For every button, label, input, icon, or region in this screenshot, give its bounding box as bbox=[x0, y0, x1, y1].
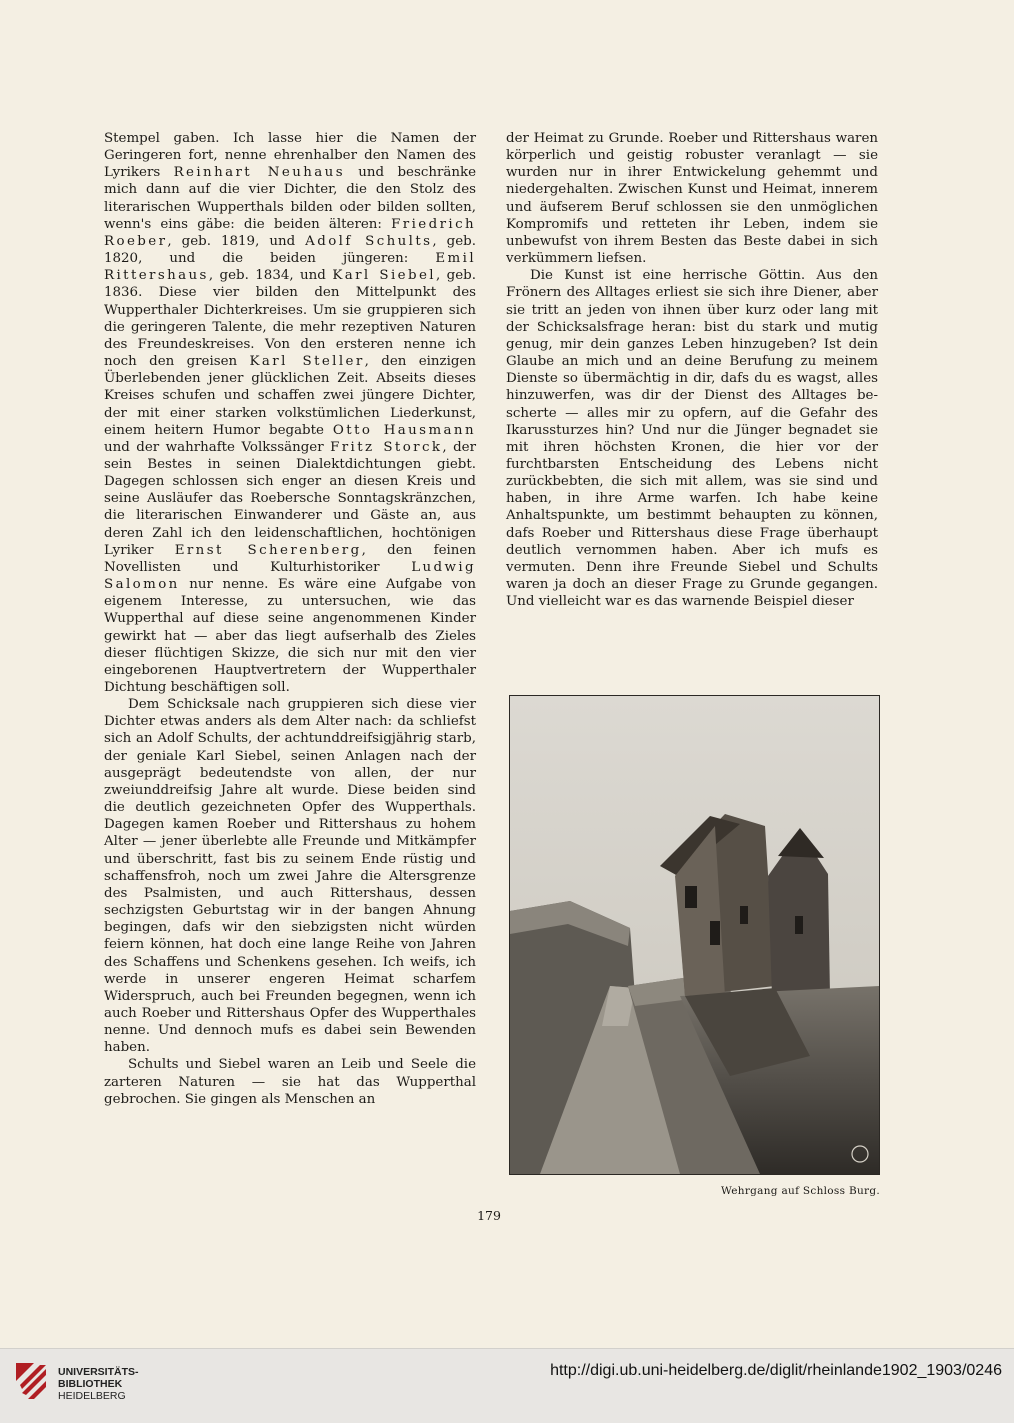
page-number: 179 bbox=[477, 1208, 501, 1223]
paragraph: Die Kunst ist eine herrische Göttin. Aus den Frönern des Alltages erliest sie sich ihre Diener, aber sie tritt an jeden von ihnen über kurz oder lang mit der Schicksalsfrage heran: bist du stark und mutig genug, mir dein ganzes Leben hinzugeben? Ist dein Glaube an mich und an deine Berufung zu meinem Dienste so übermächtig in dir, dafs du es wagst, alles hinzuwerfen, was dir der Dienst des Alltages bescherte — alles mir zu opfern, auf die Gefahr des Ikarussturzes hin? Und nur die Jünger begnadet sie mit ihren höchsten Kronen, die hier vor der furchtbarsten Entscheidung des Lebens nicht zurückbebten, die sich mit allem, was sie sind und haben, in ihre Arme warfen. Ich habe keine Anhaltspunkte, um bestimmt behaupten zu können, dafs Roeber und Rittershaus diese Frage überhaupt deutlich vernommen haben. Aber ich mufs es vermuten. Denn ihre Freunde Siebel und Schults waren ja doch an dieser Frage zu Grunde gegangen. Und vielleicht war es das warnende Beispiel dieser bbox=[506, 268, 878, 610]
text-run: , den einzigen Überlebenden jener glücklichen Zeit. Abseits dieses Kreises schufen und schaffen zwei jüngere Dichter, der mit einer starken volkstümlichen Liederkunst, einem heitern Humor begabte bbox=[104, 354, 476, 438]
spaced-name: Ludwig Salomon bbox=[104, 559, 476, 593]
spaced-name: Otto Hausmann bbox=[332, 422, 476, 438]
source-url-link[interactable]: http://digi.ub.uni-heidelberg.de/diglit/rheinlande1902_1903/0246 bbox=[550, 1362, 1002, 1379]
photo-illustration bbox=[510, 696, 879, 1174]
text-run: , den feinen Novellisten und Kulturhistoriker bbox=[104, 542, 476, 575]
text-run: , der sein Bestes in seinen Dialektdichtungen giebt. Dagegen schlossen sich enger an diesen Kreis und seine Ausläufer das Roebersche Sonntagskränzchen, die literarischen Einwanderer und Gäste an, aus deren Zahl ich den leidenschaftlichen, hochtönigen Lyriker bbox=[104, 439, 476, 558]
spaced-name: Adolf Schults bbox=[305, 233, 433, 249]
spaced-name: Fritz Storck bbox=[330, 439, 443, 455]
institution-line: UNIVERSITÄTS- bbox=[58, 1366, 139, 1378]
text-run: nur nenne. Es wäre eine Aufgabe von eigenem Interesse, zu untersuchen, wie das Wupperthal auf diese seine angenommenen Kinder gewirkt hat — aber das liegt aufserhalb des Zieles dieser flüchtigen Skizze, die sich nur mit den vier eingeborenen Hauptvertretern der Wupperthaler Dichtung beschäftigen soll. bbox=[104, 577, 476, 695]
paragraph bbox=[104, 130, 476, 696]
spaced-name: Karl Steller bbox=[249, 354, 365, 370]
spaced-name: Karl Siebel bbox=[332, 268, 436, 284]
institution-name bbox=[58, 1366, 139, 1402]
text-run: , geb. 1834, und bbox=[208, 268, 333, 284]
institution-line: BIBLIOTHEK bbox=[58, 1378, 123, 1390]
institution-line: HEIDELBERG bbox=[58, 1390, 126, 1402]
figure-caption: Wehrgang auf Schloss Burg. bbox=[721, 1185, 880, 1197]
text-run: Stempel gaben. Ich lasse hier die Namen der Geringeren fort, nenne ehrenhalber den Namen des Lyrikers bbox=[104, 131, 476, 181]
text-run: , geb. 1820, und die beiden jüngeren: bbox=[104, 233, 476, 267]
text-run: und beschränke mich dann auf die vier Dichter, die den Stolz des literarischen Wupperthals bilden oder bilden sollten, wenn's eins gäbe: die beiden älteren: bbox=[104, 165, 476, 232]
text-run: , geb. 1819, und bbox=[167, 233, 306, 249]
spaced-name: Friedrich Roeber bbox=[104, 216, 476, 249]
text-run: , geb. 1836. Diese vier bilden den Mittelpunkt des Wupperthaler Dichterkreises. Um sie gruppieren sich die geringeren Talente, die mehr rezeptiven Naturen des Freundeskreises. Von den ersteren nenne ich noch den greisen bbox=[104, 268, 476, 370]
spaced-name: Emil Rittershaus bbox=[104, 251, 476, 284]
library-logo-icon bbox=[12, 1359, 52, 1409]
paragraph: der Heimat zu Grunde. Roeber und Rittershaus waren körperlich und geistig robuster veranlagt — sie wurden nur in ihrer Entwickelung gehemmt und niedergehalten. Zwischen Kunst und Heimat, innerem und äufserem Beruf schlossen sie den unmöglichen Kompromifs und retteten ihr Leben, indem sie unbewufst von ihrem Besten das Beste dabei in sich verkümmern liefsen. bbox=[506, 131, 878, 267]
spaced-name: Ernst Scherenberg bbox=[174, 542, 362, 558]
right-text-column bbox=[506, 130, 878, 610]
text-run: und der wahrhafte Volkssänger bbox=[104, 439, 331, 455]
library-footer-bar bbox=[0, 1348, 1014, 1423]
paragraph: Schults und Siebel waren an Leib und Seele die zarteren Naturen — sie hat das Wupperthal gebrochen. Sie gingen als Menschen an bbox=[104, 1057, 476, 1107]
castle-photograph bbox=[509, 695, 880, 1175]
paragraph: Dem Schicksale nach gruppieren sich diese vier Dichter etwas anders als dem Alter nach: da schliefst sich an Adolf Schults, der achtunddreifsigjährig starb, der geniale Karl Siebel, seinen Anlagen nach der ausgeprägt bedeutendste von allen, der nur zweiunddreifsig Jahre alt wurde. Diese beiden sind die deutlich gezeichneten Opfer des Wupperthals. Dagegen kamen Roeber und Rittershaus zu hohem Alter — jener überlebte alle Freunde und Mitkämpfer und überschritt, fast bis zu seinem Ende rüstig und schaffensfroh, noch um zwei Jahre die Altersgrenze des Psalmisten, und auch Rittershaus, dessen sechzigsten Geburtstag wir in der bangen Ahnung begingen, dafs wir den siebzigsten nicht würden feiern können, hat doch eine lange Reihe von Jahren des Schaffens und Schenkens gesehen. Ich weifs, ich werde in unserer engeren Heimat scharfem Widerspruch, auch bei Freunden begegnen, wenn ich auch Roeber und Rittershaus Opfer des Wupperthales nenne. Und dennoch mufs es dabei sein Bewenden haben. bbox=[104, 697, 476, 1056]
left-text-column bbox=[104, 130, 476, 1108]
spaced-name: Reinhart Neuhaus bbox=[173, 165, 345, 181]
